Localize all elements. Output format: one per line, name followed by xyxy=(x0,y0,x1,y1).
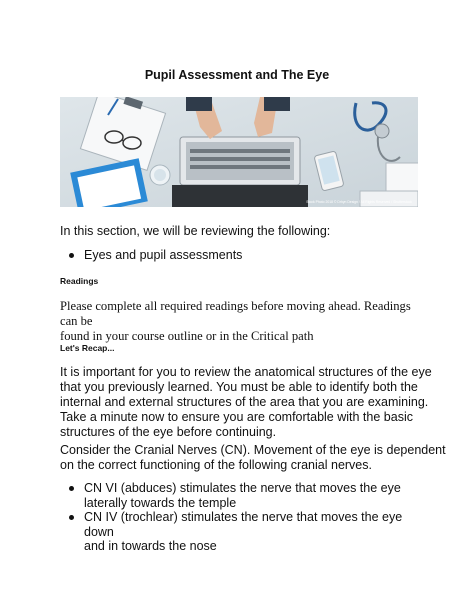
bullet-icon xyxy=(69,486,74,491)
bullet-icon xyxy=(69,253,74,258)
cranial-nerve-list xyxy=(60,481,420,554)
page-title: Pupil Assessment and The Eye xyxy=(144,68,330,82)
hero-image xyxy=(60,97,418,207)
recap-paragraph-1: It is important for you to review the anatomical structures of the eye that you previously learned. You must be able to identify both the internal and external structures of the area that you are examining. Take a minute now to ensure you are comfortable with the basic structures of the eye before continuing. xyxy=(60,365,432,439)
recap-paragraph-2: Consider the Cranial Nerves (CN). Movement of the eye is dependent on the correct functioning of the following cranial nerves. xyxy=(60,443,446,472)
hero-illustration xyxy=(60,97,418,207)
list-item: Eyes and pupil assessments xyxy=(60,248,420,263)
keyboard-icon xyxy=(360,191,418,207)
list-item: CN IV (trochlear) stimulates the nerve that moves the eye down and in towards the nose xyxy=(60,510,420,554)
image-watermark: Stock Photo 2018 © Drhyn Design / All Rights Reserved / Shutterstock xyxy=(306,200,412,204)
water-glass-icon xyxy=(150,165,170,185)
list-item: CN VI (abduces) stimulates the nerve that moves the eye laterally towards the temple xyxy=(60,481,420,510)
notebook-icon xyxy=(386,163,418,193)
readings-text: Please complete all required readings before moving ahead. Readings can be found in your course outline or in the Critical path xyxy=(60,299,411,343)
intro-bullet-list xyxy=(60,248,420,263)
recap-heading: Let's Recap... xyxy=(60,343,115,353)
bullet-icon xyxy=(69,515,74,520)
laptop-icon xyxy=(172,137,308,207)
intro-text: In this section, we will be reviewing the following: xyxy=(60,224,331,238)
readings-heading: Readings xyxy=(60,276,99,286)
